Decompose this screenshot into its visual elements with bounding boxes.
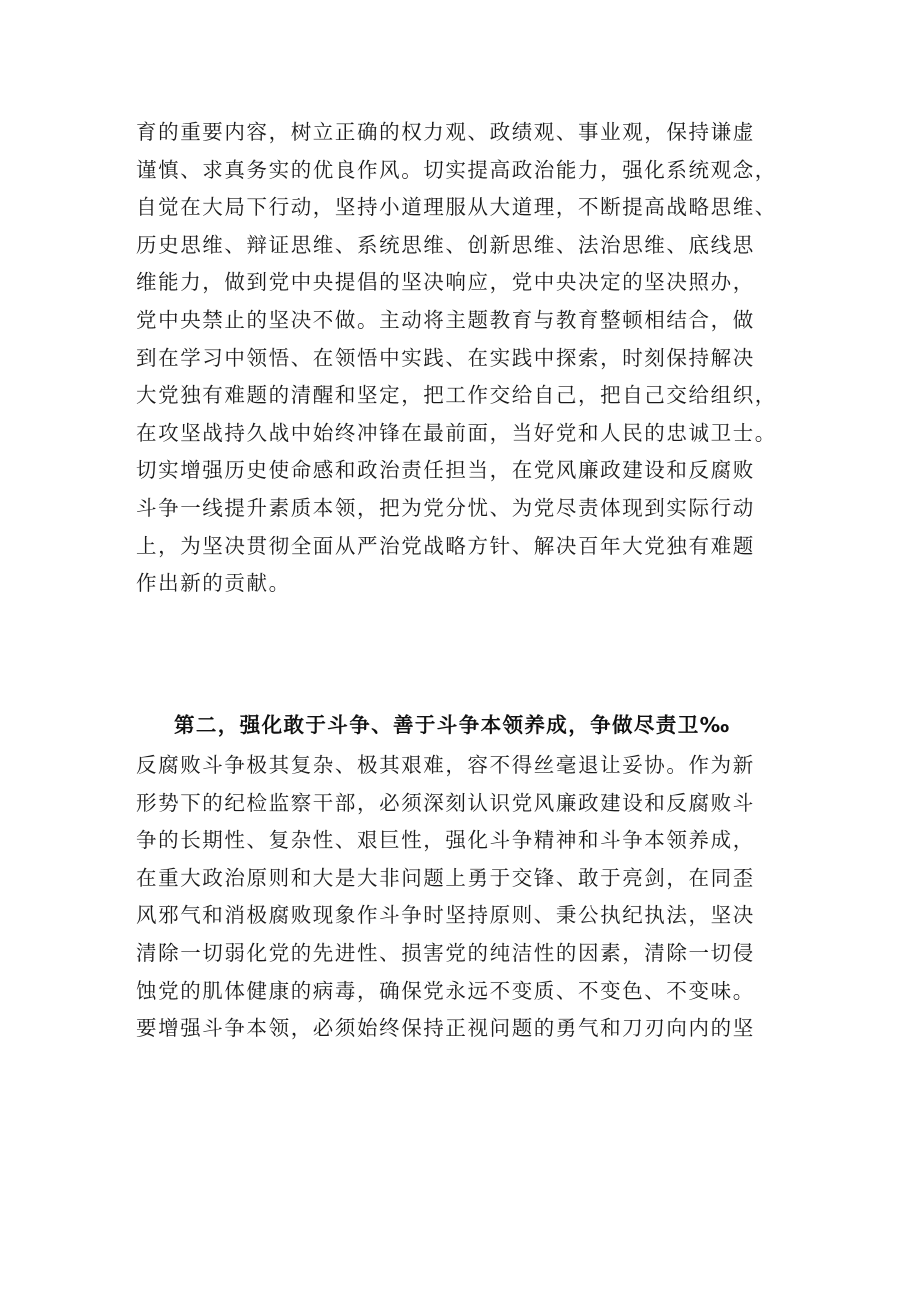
text-line: 在攻坚战持久战中始终冲锋在最前面，当好党和人民的忠诚卫士。 <box>136 420 777 445</box>
text-line: 争的长期性、复杂性、艰巨性，强化斗争精神和斗争本领养成， <box>136 828 755 853</box>
text-line: 维能力，做到党中央提倡的坚决响应，党中央决定的坚决照办， <box>136 270 755 295</box>
text-line: 要增强斗争本领，必须始终保持正视问题的勇气和刀刃向内的坚 <box>136 1016 755 1041</box>
text-line: 斗争一线提升素质本领，把为党分忧、为党尽责体现到实际行动 <box>136 495 755 520</box>
text-line: 在重大政治原则和大是大非问题上勇于交锋、敢于亮剑，在同歪 <box>136 865 755 890</box>
text-line: 大党独有难题的清醒和坚定，把工作交给自己，把自己交给组织， <box>136 383 777 408</box>
text-line: 历史思维、辩证思维、系统思维、创新思维、法治思维、底线思 <box>136 232 755 257</box>
text-line: 形势下的纪检监察干部，必须深刻认识党风廉政建设和反腐败斗 <box>136 790 755 815</box>
text-line: 切实增强历史使命感和政治责任担当，在党风廉政建设和反腐败 <box>136 458 755 483</box>
text-line: 蚀党的肌体健康的病毒，确保党永远不变质、不变色、不变味。 <box>136 978 755 1003</box>
text-line: 自觉在大局下行动，坚持小道理服从大道理，不断提高战略思维、 <box>136 195 777 220</box>
paragraph-2 <box>136 747 796 1048</box>
text-line: 作出新的贡献。 <box>136 571 291 596</box>
text-line: 上，为坚决贯彻全面从严治党战略方针、解决百年大党独有难题 <box>136 533 755 558</box>
text-line: 清除一切弱化党的先进性、损害党的纯洁性的因素，清除一切侵 <box>136 940 755 965</box>
text-line: 到在学习中领悟、在领悟中实践、在实践中探索，时刻保持解决 <box>136 345 755 370</box>
text-line: 谨慎、求真务实的优良作风。切实提高政治能力，强化系统观念， <box>136 157 777 182</box>
text-line: 育的重要内容，树立正确的权力观、政绩观、事业观，保持谦虚 <box>136 120 755 144</box>
text-line: 反腐败斗争极其复杂、极其艰难，容不得丝毫退让妥协。作为新 <box>136 753 755 777</box>
text-line: 党中央禁止的坚决不做。主动将主题教育与教育整顿相结合，做 <box>136 307 755 332</box>
text-line: 风邪气和消极腐败现象作斗争时坚持原则、秉公执纪执法，坚决 <box>136 903 755 928</box>
paragraph-1 <box>136 114 796 603</box>
section-heading-2: 第二，强化敢于斗争、善于斗争本领养成，争做尽责卫‰ <box>174 713 731 737</box>
